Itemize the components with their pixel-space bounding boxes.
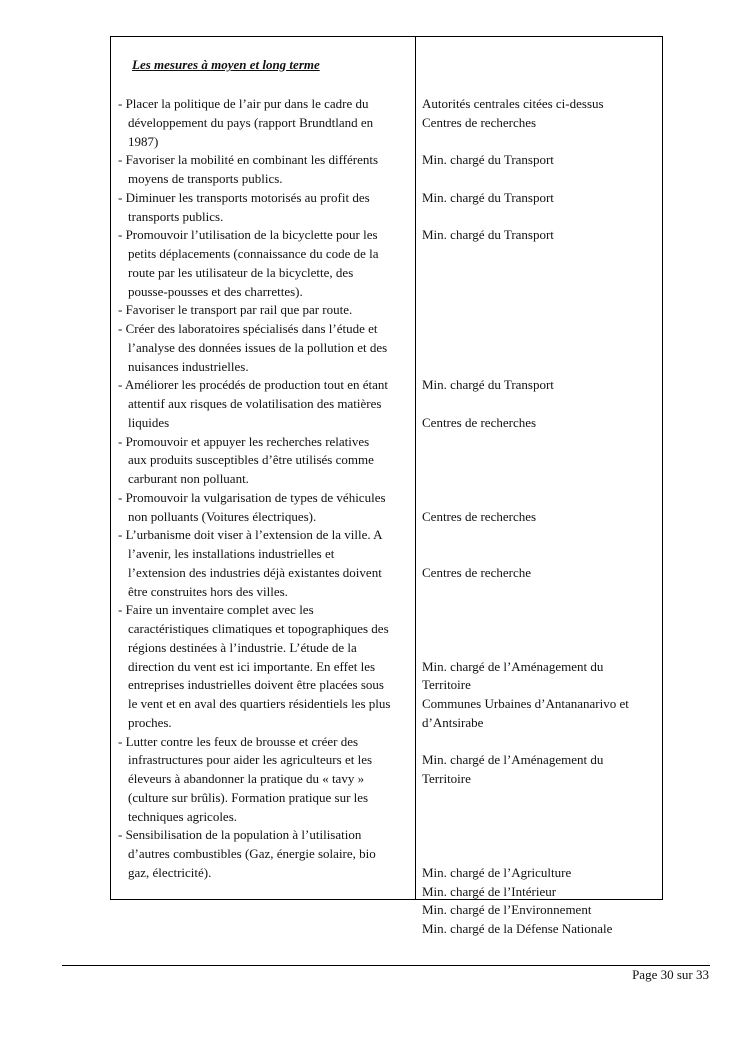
measure-item-line: l’extension des industries déjà existantes doivent [128, 564, 382, 580]
responsible-authority: Min. chargé de l’Aménagement du [422, 658, 604, 674]
measure-item-line: petits déplacements (connaissance du code de la [128, 246, 379, 261]
responsible-authority: Territoire [422, 771, 471, 786]
measure-item-line: le vent et en aval des quartiers résidentiels les plus [128, 696, 391, 711]
measure-item-line: techniques agricoles. [128, 808, 238, 824]
responsible-authority: d’Antsirabe [422, 714, 484, 730]
measure-item-line: caractéristiques climatiques et topographiques des [128, 621, 389, 636]
responsible-authority: Centres de recherche [422, 564, 531, 580]
responsible-authority: Centres de recherches [422, 508, 537, 524]
responsible-authority: Min. chargé du Transport [422, 189, 554, 205]
responsible-authority: Min. chargé de l’Agriculture [422, 864, 572, 880]
measure-item-line: attentif aux risques de volatilisation des matières [128, 396, 382, 411]
measure-item-line: gaz, électricité). [128, 864, 212, 880]
measure-item-line: développement du pays (rapport Brundtland en [128, 114, 374, 130]
measure-item-line: aux produits susceptibles d’être utilisés comme [128, 452, 374, 468]
measure-item-line: non polluants (Voitures électriques). [128, 508, 317, 524]
measure-item-line: l’avenir, les installations industrielles et [128, 546, 335, 561]
measure-item-line-first: - Favoriser le transport par rail que par route. [118, 302, 353, 318]
measure-item-line-first: - Promouvoir et appuyer les recherches relatives [118, 433, 370, 449]
measure-item-line: direction du vent est ici importante. En effet les [128, 658, 376, 674]
measure-item-line-first: - Créer des laboratoires spécialisés dans l’étude et [118, 321, 378, 336]
measure-item-line: entreprises industrielles doivent être placées sous [128, 677, 384, 693]
measure-item-line: l’analyse des données issues de la pollution et des [128, 339, 388, 355]
measure-item-line-first: - Sensibilisation de la population à l’utilisation [118, 827, 362, 843]
measure-item-line: nuisances industrielles. [128, 358, 249, 374]
responsible-authority: Communes Urbaines d’Antananarivo et [422, 696, 629, 711]
responsible-authority: Min. chargé de l’Environnement [422, 902, 592, 918]
responsible-authority: Min. chargé de l’Aménagement du [422, 752, 604, 768]
measure-item-line: régions destinées à l’industrie. L’étude de la [128, 639, 357, 655]
measure-item-line: 1987) [128, 133, 159, 149]
measure-item-line: d’autres combustibles (Gaz, énergie solaire, bio [128, 846, 376, 861]
responsible-authority: Territoire [422, 677, 471, 693]
measure-item-line: proches. [128, 714, 172, 730]
responsible-authority: Min. chargé de l’Intérieur [422, 883, 557, 899]
measure-item-line: être construites hors des villes. [128, 583, 288, 599]
measure-item-line: liquides [128, 414, 170, 430]
measure-item-line: carburant non polluant. [128, 471, 249, 486]
footer-rule [62, 965, 710, 966]
measure-item-line-first: - Promouvoir l’utilisation de la bicyclette pour les [118, 227, 378, 243]
measure-item-line-first: - Faire un inventaire complet avec les [118, 602, 314, 618]
measure-item-line-first: - Diminuer les transports motorisés au profit des [118, 189, 370, 205]
measure-item-line: moyens de transports publics. [128, 171, 283, 186]
responsible-authority: Min. chargé du Transport [422, 152, 554, 168]
responsible-authority: Min. chargé du Transport [422, 227, 554, 243]
measure-item-line-first: - Lutter contre les feux de brousse et créer des [118, 733, 359, 749]
measure-item-line-first: - Promouvoir la vulgarisation de types de véhicules [118, 489, 386, 505]
responsible-authority: Centres de recherches [422, 114, 537, 130]
measure-item-line: transports publics. [128, 208, 224, 224]
responsible-authority: Min. chargé du Transport [422, 377, 554, 393]
responsible-authority: Min. chargé de la Défense Nationale [422, 921, 613, 936]
responsible-authority: Centres de recherches [422, 414, 537, 430]
measure-item-line-first: - L’urbanisme doit viser à l’extension de la ville. A [118, 527, 383, 543]
measures-table [110, 36, 663, 936]
measure-item-line: éleveurs à abandonner la pratique du « tavy » [128, 771, 365, 786]
measure-item-line-first: - Placer la politique de l’air pur dans le cadre du [118, 96, 369, 111]
measure-item-line-first: - Améliorer les procédés de production tout en étant [118, 377, 389, 393]
responsible-authority: Autorités centrales citées ci-dessus [422, 96, 604, 111]
measure-item-line: infrastructures pour aider les agriculteurs et les [128, 752, 373, 768]
section-heading: Les mesures à moyen et long terme [132, 57, 320, 72]
measure-item-line: pousse-pousses et des charrettes). [128, 283, 303, 299]
measure-item-line: (culture sur brûlis). Formation pratique sur les [128, 789, 369, 805]
measure-item-line-first: - Favoriser la mobilité en combinant les différents [118, 152, 379, 168]
column-divider [415, 37, 416, 899]
measure-item-line: route par les utilisateur de la bicyclette, des [128, 264, 354, 280]
page-number: Page 30 sur 33 [632, 967, 709, 982]
